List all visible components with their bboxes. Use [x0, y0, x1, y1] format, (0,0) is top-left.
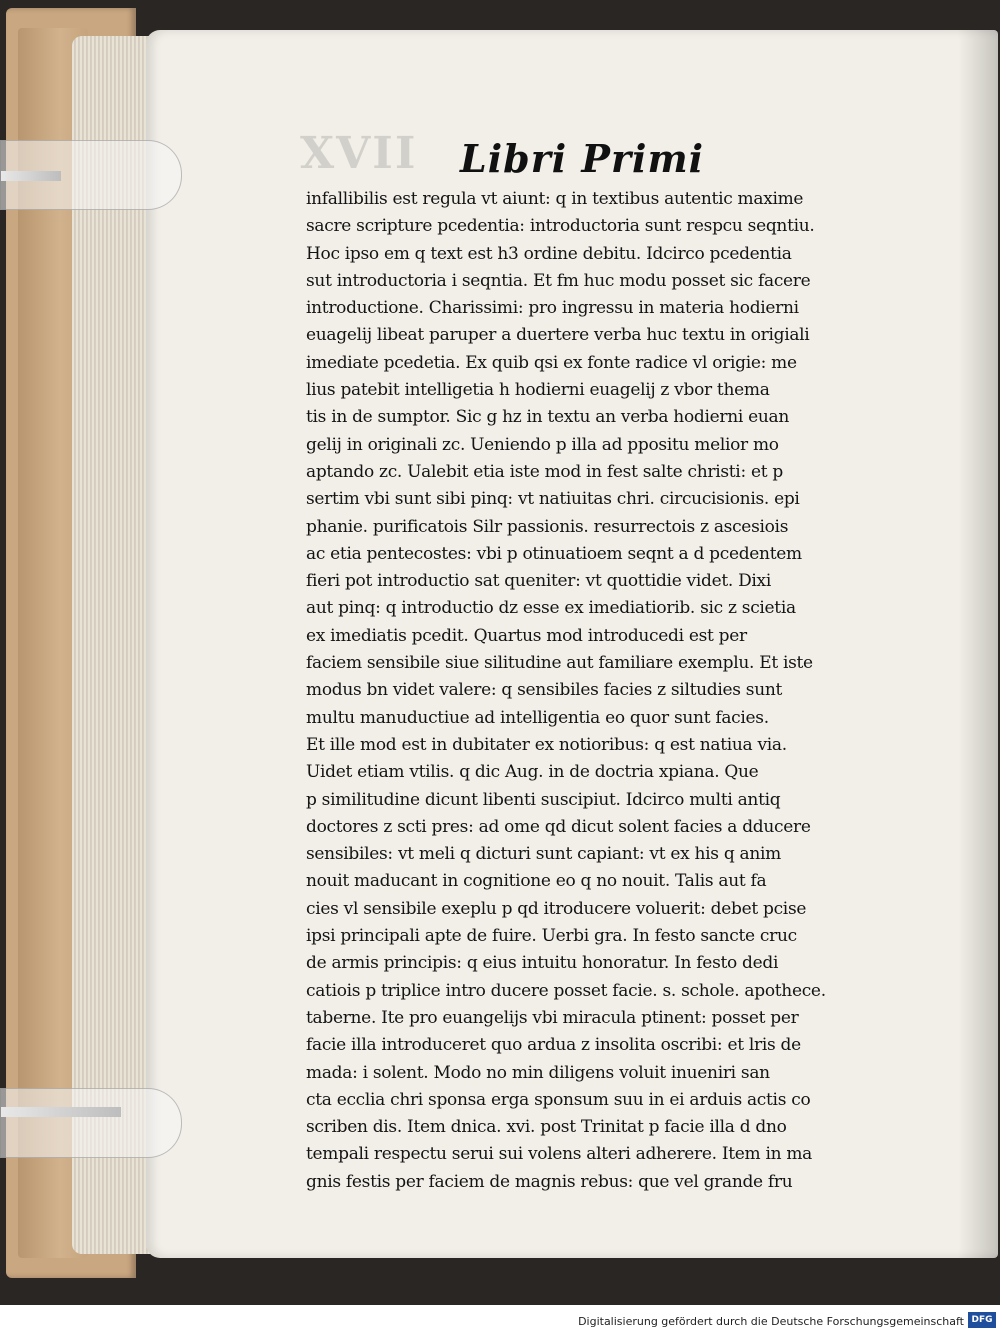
- footer-bar: [0, 1305, 1000, 1341]
- page-heading: Libri Primi: [460, 136, 705, 181]
- body-text: [306, 186, 910, 1196]
- text-line: taberne. Ite pro euangelijs vbi miracula ptinent: posset per: [306, 1007, 799, 1028]
- text-line: tis in de sumptor. Sic g hz in textu an verba hodierni euan: [306, 407, 789, 428]
- page-clip-bottom: [0, 1088, 182, 1158]
- text-line: Et ille mod est in dubitater ex notioribus: q est natiua via.: [306, 734, 787, 755]
- text-line: de armis principis: q eius intuitu honoratur. In festo dedi: [306, 953, 779, 974]
- text-line: multu manuductiue ad intelligentia eo quor sunt facies.: [306, 707, 769, 728]
- text-line: fieri pot introductio sat queniter: vt quottidie videt. Dixi: [306, 571, 771, 592]
- text-line: sut introductoria i seqntia. Et fm huc modu posset sic facere: [306, 270, 811, 291]
- text-line: infallibilis est regula vt aiunt: q in textibus autentic maxime: [306, 189, 804, 209]
- text-line: p similitudine dicunt libenti suscipiut. Idcirco multi antiq: [306, 789, 781, 810]
- bleed-through-text: XVII: [300, 128, 418, 179]
- text-line: gnis festis per faciem de magnis rebus: que vel grande fru: [306, 1171, 793, 1192]
- text-line: euagelij libeat paruper a duertere verba huc textu in origiali: [306, 325, 810, 346]
- text-line: aptando zc. Ualebit etia iste mod in fest salte christi: et p: [306, 461, 783, 482]
- text-line: imediate pcedetia. Ex quib qsi ex fonte radice vl origie: me: [306, 352, 797, 373]
- text-line: ex imediatis pcedit. Quartus mod introducedi est per: [306, 625, 747, 646]
- text-line: lius patebit intelligetia h hodierni euagelij z vbor thema: [306, 380, 770, 401]
- clip-bar: [1, 1107, 121, 1117]
- text-line: Uidet etiam vtilis. q dic Aug. in de doctria xpiana. Que: [306, 762, 759, 783]
- text-line: catiois p triplice intro ducere posset facie. s. schole. apothece.: [306, 980, 826, 1001]
- clip-bar: [1, 171, 61, 181]
- text-line: sertim vbi sunt sibi pinq: vt natiuitas chri. circucisionis. epi: [306, 489, 800, 510]
- text-line: faciem sensibile siue silitudine aut familiare exemplu. Et iste: [306, 653, 813, 674]
- text-line: facie illa introduceret quo ardua z insolita oscribi: et lris de: [306, 1035, 801, 1056]
- text-line: phanie. purificatois Silr passionis. resurrectois z ascesiois: [306, 516, 789, 537]
- text-line: ipsi principali apte de fuire. Uerbi gra. In festo sancte cruc: [306, 926, 797, 947]
- text-line: aut pinq: q introductio dz esse ex imediatiorib. sic z scietia: [306, 598, 796, 619]
- dfg-logo: DFG: [968, 1312, 996, 1328]
- text-line: doctores z scti pres: ad ome qd dicut solent facies a dducere: [306, 816, 811, 837]
- text-line: introductione. Charissimi: pro ingressu in materia hodierni: [306, 298, 799, 319]
- page-clip-top: [0, 140, 182, 210]
- text-line: cta ecclia chri sponsa erga sponsum suu in ei arduis actis co: [306, 1089, 811, 1110]
- text-line: sacre scripture pcedentia: introductoria sunt respcu seqntiu.: [306, 216, 815, 237]
- text-line: nouit maducant in cognitione eo q no nouit. Talis aut fa: [306, 871, 767, 892]
- text-line: Hoc ipso em q text est h3 ordine debitu. Idcirco pcedentia: [306, 243, 792, 264]
- text-line: mada: i solent. Modo no min diligens voluit inueniri san: [306, 1062, 770, 1083]
- digitization-credit: Digitalisierung gefördert durch die Deutsche Forschungsgemeinschaft: [578, 1315, 964, 1328]
- text-line: ac etia pentecostes: vbi p otinuatioem seqnt a d pcedentem: [306, 543, 802, 564]
- text-line: gelij in originali zc. Ueniendo p illa ad ppositu melior mo: [306, 434, 779, 455]
- text-line: tempali respectu serui sui volens alteri adherere. Item in ma: [306, 1144, 813, 1165]
- text-line: sensibiles: vt meli q dicturi sunt capiant: vt ex his q anim: [306, 844, 781, 865]
- text-line: scriben dis. Item dnica. xvi. post Trinitat p facie illa d dno: [306, 1117, 787, 1138]
- text-line: cies vl sensibile exeplu p qd itroducere voluerit: debet pcise: [306, 898, 807, 919]
- page-edges: [72, 36, 152, 1254]
- text-line: modus bn videt valere: q sensibiles facies z siltudies sunt: [306, 680, 783, 701]
- gutter-shadow: [958, 30, 998, 1258]
